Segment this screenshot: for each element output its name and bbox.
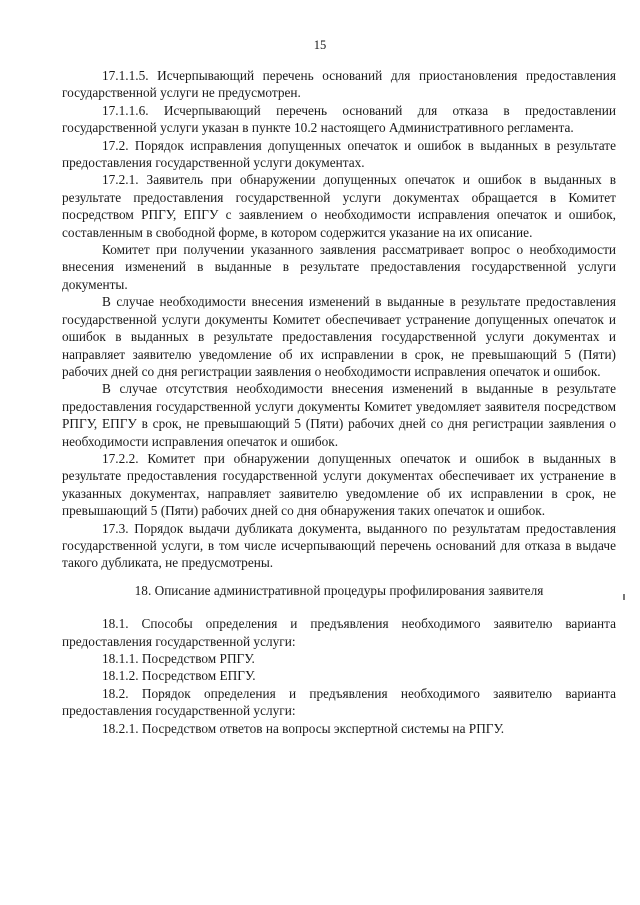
section-heading-18: 18. Описание административной процедуры профилирования заявителя bbox=[134, 582, 544, 598]
document-body bbox=[62, 67, 616, 737]
paragraph-18-1-2: 18.1.2. Посредством ЕПГУ. bbox=[102, 668, 256, 684]
paragraph-committee-review: Комитет при получении указанного заявления рассматривает вопрос о необходимости внесения изменений в выданные в результате предоставления государственной услуги документы. bbox=[62, 242, 616, 292]
paragraph-18-1-1: 18.1.1. Посредством РПГУ. bbox=[102, 651, 255, 666]
paragraph-18-2: 18.2. Порядок определения и предъявления необходимого заявителю варианта предоставления государственной услуги: bbox=[62, 685, 616, 719]
paragraph-no-corrections-needed: В случае отсутствия необходимости внесения изменений в выданные в результате предоставления государственной услуги документы Комитет уведомляет заявителя посредством РПГУ, ЕПГУ в срок, не превышающий 5 (Пяти) рабочих дней со дня регистрации заявления о необходимости исправления опечаток и ошибок. bbox=[62, 381, 616, 449]
paragraph-corrections-needed: В случае необходимости внесения изменений в выданные в результате предоставления государственной услуги документы Комитет обеспечивает устранение допущенных опечаток и ошибок в выданных в результате предоставления государственной услуги документах и направляет заявителю уведомление об их исправлении в срок, не превышающий 5 (Пяти) рабочих дней со дня регистрации заявления о необходимости исправления опечаток и ошибок. bbox=[62, 294, 616, 379]
paragraph-17-2-1: 17.2.1. Заявитель при обнаружении допущенных опечаток и ошибок в выданных в результате предоставления государственной услуги документах обращается в Комитет посредством РПГУ, ЕПГУ с заявлением о необходимости исправления опечаток и ошибок, составленным в свободной форме, в котором содержится указание на их описание. bbox=[62, 172, 616, 240]
page-number: 15 bbox=[313, 38, 327, 52]
paragraph-17-3: 17.3. Порядок выдачи дубликата документа, выданного по результатам предоставления государственной услуги, в том числе исчерпывающий перечень оснований для отказа в выдаче такого дубликата, не предусмотрены. bbox=[62, 520, 616, 571]
scan-mark bbox=[623, 594, 625, 600]
paragraph-17-1-1-5: 17.1.1.5. Исчерпывающий перечень оснований для приостановления предоставления государственной услуги не предусмотрен. bbox=[62, 68, 616, 101]
paragraph-18-2-1: 18.2.1. Посредством ответов на вопросы экспертной системы на РПГУ. bbox=[102, 720, 505, 736]
paragraph-17-2-2: 17.2.2. Комитет при обнаружении допущенных опечаток и ошибок в выданных в результате предоставления государственной услуги документах обеспечивает их устранение в указанных документах, направляет заявителю уведомление об их исправлении в срок, не превышающий 5 (Пяти) рабочих дней со дня обнаружения таких опечаток и ошибок. bbox=[62, 450, 616, 519]
paragraph-18-1: 18.1. Способы определения и предъявления необходимого заявителю варианта предоставления государственной услуги: bbox=[62, 616, 616, 649]
paragraph-17-2: 17.2. Порядок исправления допущенных опечаток и ошибок в выданных в результате предоставления государственной услуги документах. bbox=[62, 137, 616, 171]
paragraph-17-1-1-6: 17.1.1.6. Исчерпывающий перечень оснований для отказа в предоставлении государственной услуги указан в пункте 10.2 настоящего Административного регламента. bbox=[62, 102, 616, 136]
